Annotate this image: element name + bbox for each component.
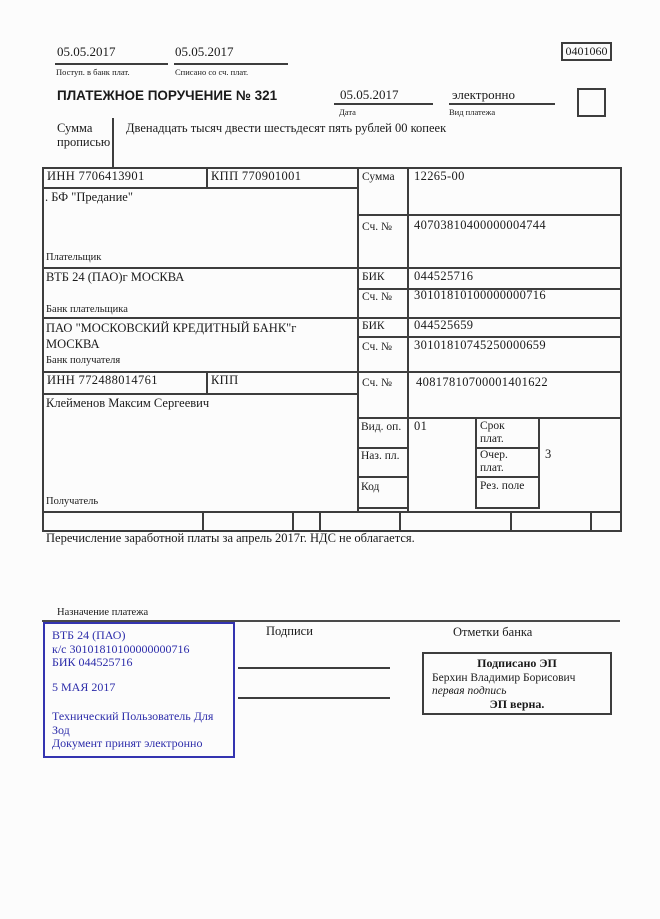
divider xyxy=(620,167,622,532)
divider xyxy=(174,63,288,65)
op-type-label: Вид. оп. xyxy=(361,421,402,433)
debited-date: 05.05.2017 xyxy=(175,44,234,59)
stamp-date: 5 МАЯ 2017 xyxy=(52,679,116,694)
payee-bank-name: ПАО "МОСКОВСКИЙ КРЕДИТНЫЙ БАНК"г МОСКВА xyxy=(46,321,297,351)
received-in-bank-label: Поступ. в банк плат. xyxy=(56,67,130,77)
payee-bank-account-label: Сч. № xyxy=(362,341,393,353)
document-date: 05.05.2017 xyxy=(340,87,399,102)
sum-value: 12265-00 xyxy=(414,169,465,183)
divider xyxy=(399,511,401,532)
code-label: Код xyxy=(361,481,380,493)
divider xyxy=(590,511,592,532)
payee-bank-section-label: Банк получателя xyxy=(46,355,121,366)
divider xyxy=(202,511,204,532)
stamp-bik: БИК 044525716 xyxy=(52,655,133,669)
payer-bank-account-label: Сч. № xyxy=(362,291,393,303)
date-label: Дата xyxy=(339,107,356,117)
esign-signer-name: Берхин Владимир Борисович xyxy=(432,672,576,684)
divider xyxy=(112,118,114,167)
form-code: 0401060 xyxy=(565,44,608,58)
debited-label: Списано со сч. плат. xyxy=(175,67,249,77)
divider xyxy=(292,511,294,532)
amount-in-words-value: Двенадцать тысяч двести шестьдесят пять рублей 00 копеек xyxy=(126,121,447,135)
payment-kind-value: электронно xyxy=(452,87,516,102)
payee-account-label: Сч. № xyxy=(362,377,393,389)
stamp-bank-name: ВТБ 24 (ПАО) xyxy=(52,628,126,642)
payee-name: Клейменов Максим Сергеевич xyxy=(46,396,210,410)
divider xyxy=(357,214,622,216)
amount-in-words-label: Сумма прописью xyxy=(57,121,111,149)
reserve-field-label: Рез. поле xyxy=(480,480,525,492)
document-title: ПЛАТЕЖНОЕ ПОРУЧЕНИЕ № 321 xyxy=(57,88,278,103)
divider xyxy=(42,267,622,269)
divider xyxy=(42,187,359,189)
payer-section-label: Плательщик xyxy=(46,252,102,263)
payer-account-value: 40703810400000004744 xyxy=(414,218,546,232)
payee-bank-account-value: 30101810745250000659 xyxy=(414,338,546,352)
divider xyxy=(357,417,622,419)
payer-account-label: Сч. № xyxy=(362,221,393,233)
divider xyxy=(475,417,477,509)
divider xyxy=(357,476,409,478)
divider xyxy=(475,476,540,478)
divider xyxy=(319,511,321,532)
received-in-bank-date: 05.05.2017 xyxy=(57,44,116,59)
divider xyxy=(42,317,622,319)
payee-bank-bik-label: БИК xyxy=(362,320,385,332)
op-type-value: 01 xyxy=(414,419,428,433)
divider xyxy=(407,167,409,511)
esign-box xyxy=(422,652,612,715)
due-date-label: Срок плат. xyxy=(480,420,505,445)
purpose-section-label: Назначение платежа xyxy=(57,607,149,618)
payee-kpp: КПП xyxy=(211,373,239,387)
payer-name: . БФ "Предание" xyxy=(45,190,133,204)
esign-title: Подписано ЭП xyxy=(477,656,557,670)
purpose-text: Перечисление заработной платы за апрель 2017г. НДС не облагается. xyxy=(46,531,415,545)
payer-inn: ИНН 7706413901 xyxy=(47,169,145,183)
form-checkbox xyxy=(577,88,606,117)
signature-line xyxy=(238,697,390,699)
payee-section-label: Получатель xyxy=(46,496,99,507)
stamp-user: Технический Пользователь Для Зод xyxy=(52,709,214,737)
priority-label: Очер. плат. xyxy=(480,449,508,474)
divider xyxy=(334,103,433,105)
payee-bank-bik-value: 044525659 xyxy=(414,318,474,332)
payee-inn: ИНН 772488014761 xyxy=(47,373,158,387)
payment-kind-label: Вид платежа xyxy=(449,107,496,117)
payer-bank-section-label: Банк плательщика xyxy=(46,304,128,315)
divider xyxy=(475,507,540,509)
divider xyxy=(42,393,359,395)
divider xyxy=(357,507,409,509)
esign-verified: ЭП верна. xyxy=(489,697,545,711)
divider xyxy=(55,63,168,65)
divider xyxy=(510,511,512,532)
signature-line xyxy=(238,667,390,669)
purpose-code-label: Наз. пл. xyxy=(361,450,400,462)
priority-value: 3 xyxy=(545,447,552,461)
bank-marks-label: Отметки банка xyxy=(453,625,533,639)
payer-bank-name: ВТБ 24 (ПАО)г МОСКВА xyxy=(46,270,185,284)
payer-kpp: КПП 770901001 xyxy=(211,169,302,183)
divider xyxy=(206,371,208,395)
esign-signature-type: первая подпись xyxy=(432,685,507,697)
payer-bank-bik-label: БИК xyxy=(362,271,385,283)
stamp-status: Документ принят электронно xyxy=(52,736,203,750)
payee-account-value: 40817810700001401622 xyxy=(416,375,548,389)
divider xyxy=(357,167,359,511)
form-code-box xyxy=(561,42,612,61)
sum-label: Сумма xyxy=(362,171,395,183)
divider xyxy=(538,417,540,509)
stamp-corr-account: к/с 30101810100000000716 xyxy=(52,641,190,656)
payer-bank-account-value: 30101810100000000716 xyxy=(414,288,546,302)
payer-bank-bik-value: 044525716 xyxy=(414,269,474,283)
divider xyxy=(42,511,622,513)
divider xyxy=(206,167,208,189)
divider xyxy=(357,447,409,449)
signatures-label: Подписи xyxy=(266,624,313,638)
divider xyxy=(42,167,44,532)
bank-acceptance-stamp xyxy=(43,622,235,758)
divider xyxy=(449,103,555,105)
